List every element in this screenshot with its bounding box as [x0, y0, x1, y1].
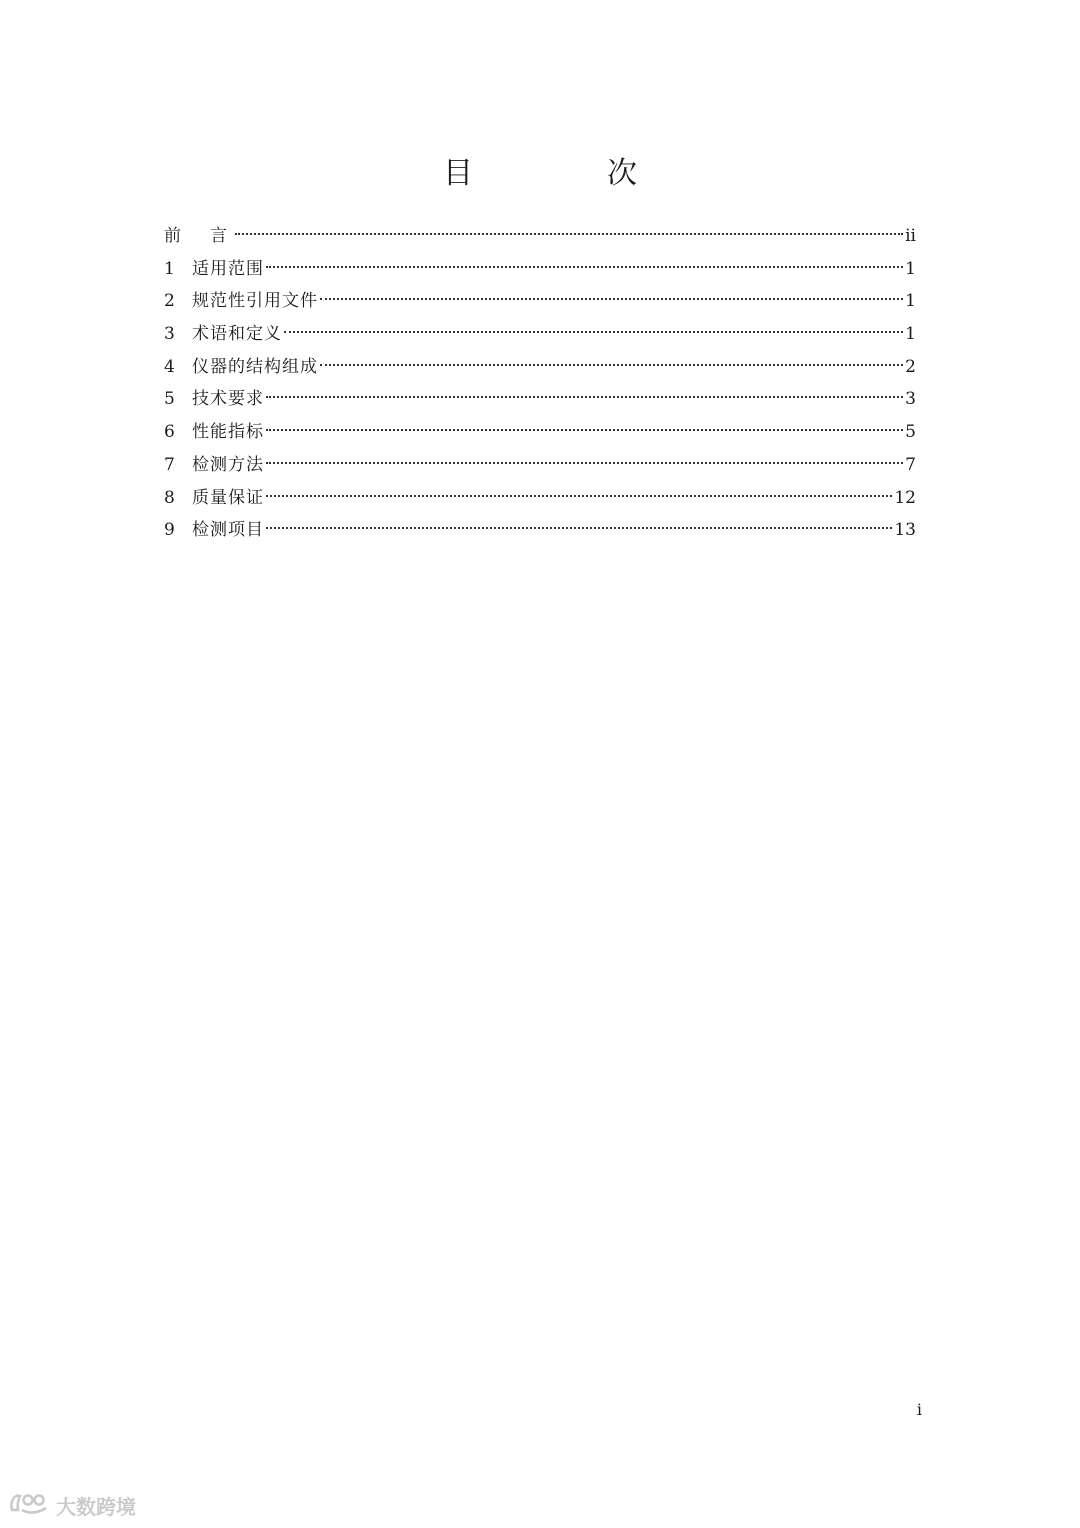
toc-row[interactable] [164, 351, 916, 384]
toc-label: 仪器的结构组成 [192, 356, 318, 377]
toc-leader-dots [266, 495, 892, 497]
toc-leader-dots [266, 462, 903, 464]
toc-page: 1 [905, 258, 916, 279]
toc-leader-dots [320, 298, 903, 300]
table-of-contents [164, 220, 916, 547]
toc-number: 2 [164, 291, 175, 312]
toc-number: 4 [164, 356, 175, 377]
toc-page: 1 [905, 291, 916, 312]
toc-row-foreword[interactable] [164, 220, 916, 253]
toc-label: 技术要求 [192, 389, 264, 410]
toc-leader-dots [235, 233, 903, 235]
page-title: 目 次 [443, 156, 689, 191]
toc-leader-dots [266, 266, 903, 268]
toc-number: 6 [164, 422, 175, 443]
toc-row[interactable] [164, 318, 916, 351]
toc-number: 3 [164, 324, 175, 345]
toc-label: 适用范围 [192, 258, 264, 279]
toc-page: 5 [905, 422, 916, 443]
toc-page: 13 [894, 520, 916, 541]
toc-label: 术语和定义 [192, 324, 282, 345]
toc-leader-dots [266, 429, 903, 431]
toc-leader-dots [284, 331, 903, 333]
toc-row[interactable] [164, 449, 916, 482]
toc-row[interactable] [164, 253, 916, 286]
toc-leader-dots [266, 527, 892, 529]
toc-page: 12 [894, 487, 916, 508]
toc-number: 8 [164, 487, 175, 508]
watermark [8, 1490, 136, 1521]
toc-label: 性能指标 [192, 422, 264, 443]
toc-row[interactable] [164, 514, 916, 547]
watermark-text: 大数跨境 [56, 1495, 136, 1519]
toc-label: 检测项目 [192, 520, 264, 541]
toc-number: 1 [164, 258, 175, 279]
toc-label: 质量保证 [192, 487, 264, 508]
toc-number: 9 [164, 520, 175, 541]
toc-number: 7 [164, 454, 175, 475]
toc-page: 2 [905, 356, 916, 377]
toc-label: 前 言 [164, 226, 233, 246]
toc-page: 1 [905, 324, 916, 345]
page-number: i [916, 1400, 922, 1419]
toc-page: 7 [905, 454, 916, 475]
toc-leader-dots [266, 396, 903, 398]
toc-label: 检测方法 [192, 454, 264, 475]
toc-label: 规范性引用文件 [192, 291, 318, 312]
toc-page: ii [905, 226, 916, 246]
toc-row[interactable] [164, 482, 916, 515]
toc-row[interactable] [164, 416, 916, 449]
brand-logo-icon [8, 1490, 52, 1521]
toc-row[interactable] [164, 285, 916, 318]
toc-page: 3 [905, 389, 916, 410]
toc-row[interactable] [164, 383, 916, 416]
toc-number: 5 [164, 389, 175, 410]
toc-leader-dots [320, 364, 903, 366]
